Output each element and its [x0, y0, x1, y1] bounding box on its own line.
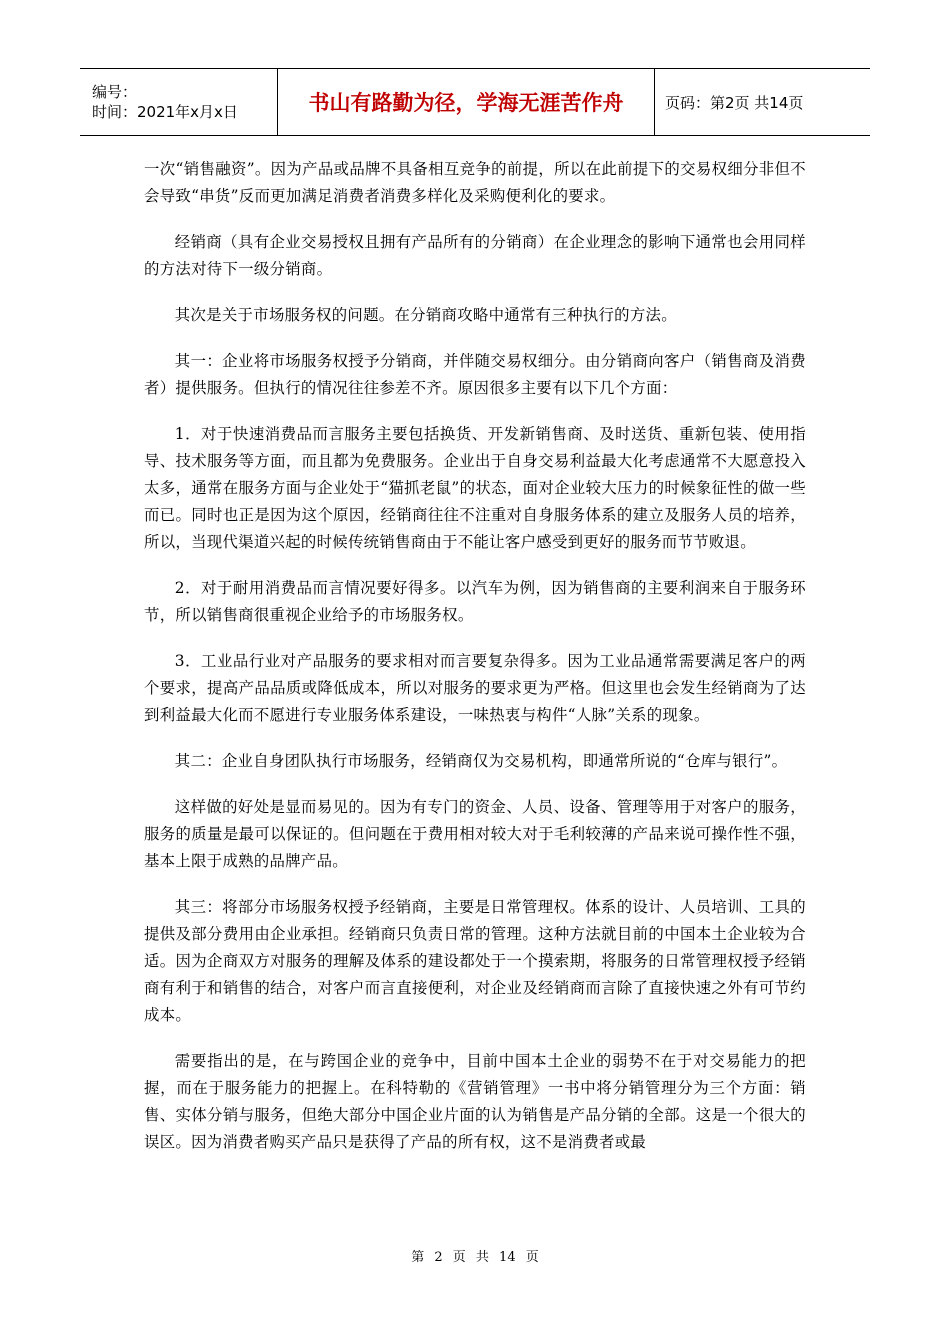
paragraph: 其三：将部分市场服务权授予经销商，主要是日常管理权。体系的设计、人员培训、工具的提供及部分费用由企业承担。经销商只负责日常的管理。这种方法就目前的中国本土企业较为合适。因为企商双方对服务的理解及体系的建设都处于一个摸索期，将服务的日常管理权授予经销商有利于和销售的结合，对客户而言直接便利，对企业及经销商而言除了直接快速之外有可节约成本。	[144, 898, 806, 1024]
header-page-info	[655, 69, 870, 135]
paragraph: 需要指出的是，在与跨国企业的竞争中，目前中国本土企业的弱势不在于对交易能力的把握，而在于服务能力的把握上。在科特勒的《营销管理》一书中将分销管理分为三个方面：销售、实体分销与服务，但绝大部分中国企业片面的认为销售是产品分销的全部。这是一个很大的误区。因为消费者购买产品只是获得了产品的所有权，这不是消费者或最	[144, 1052, 806, 1151]
paragraph: 其次是关于市场服务权的问题。在分销商攻略中通常有三种执行的方法。	[174, 306, 677, 324]
doc-date-label: 时间：2021年x月x日	[92, 103, 238, 121]
doc-number-label: 编号：	[92, 83, 138, 101]
paragraph: 其二：企业自身团队执行市场服务，经销商仅为交易机构，即通常所说的“仓库与银行”。	[174, 752, 788, 770]
page-footer	[0, 1246, 950, 1265]
header-motto	[278, 69, 655, 135]
list-item-paragraph: 1．对于快速消费品而言服务主要包括换货、开发新销售商、及时送货、重新包装、使用指导、技术服务等方面，而且都为免费服务。企业出于自身交易利益最大化考虑通常不大愿意投入太多，通常在服务方面与企业处于“猫抓老鼠”的状态，面对企业较大压力的时候象征性的做一些而已。同时也正是因为这个原因，经销商往往不注重对自身服务体系的建立及服务人员的培养，所以，当现代渠道兴起的时候传统销售商由于不能让客户感受到更好的服务而节节败退。	[144, 425, 806, 551]
header-meta	[80, 69, 278, 135]
footer-page-number: 第 2 页 共 14 页	[411, 1250, 539, 1265]
page-header	[80, 68, 870, 136]
page-info-text: 页码：第2页 共14页	[665, 93, 804, 112]
motto-text: 书山有路勤为径，学海无涯苦作舟	[308, 91, 624, 115]
paragraph: 经销商（具有企业交易授权且拥有产品所有的分销商）在企业理念的影响下通常也会用同样的方法对待下一级分销商。	[144, 233, 806, 278]
document-body	[144, 156, 806, 1175]
list-item-paragraph: 2．对于耐用消费品而言情况要好得多。以汽车为例，因为销售商的主要利润来自于服务环节，所以销售商很重视企业给予的市场服务权。	[144, 579, 806, 624]
list-item-paragraph: 3．工业品行业对产品服务的要求相对而言要复杂得多。因为工业品通常需要满足客户的两个要求，提高产品品质或降低成本，所以对服务的要求更为严格。但这里也会发生经销商为了达到利益最大化而不愿进行专业服务体系建设，一味热衷与构件“人脉”关系的现象。	[144, 652, 806, 724]
paragraph: 这样做的好处是显而易见的。因为有专门的资金、人员、设备、管理等用于对客户的服务，服务的质量是最可以保证的。但问题在于费用相对较大对于毛利较薄的产品来说可操作性不强，基本上限于成熟的品牌产品。	[144, 798, 806, 870]
paragraph: 一次“销售融资”。因为产品或品牌不具备相互竞争的前提，所以在此前提下的交易权细分非但不会导致“串货”反而更加满足消费者消费多样化及采购便利化的要求。	[144, 160, 806, 205]
paragraph: 其一：企业将市场服务权授予分销商，并伴随交易权细分。由分销商向客户（销售商及消费者）提供服务。但执行的情况往往参差不齐。原因很多主要有以下几个方面：	[144, 352, 806, 397]
